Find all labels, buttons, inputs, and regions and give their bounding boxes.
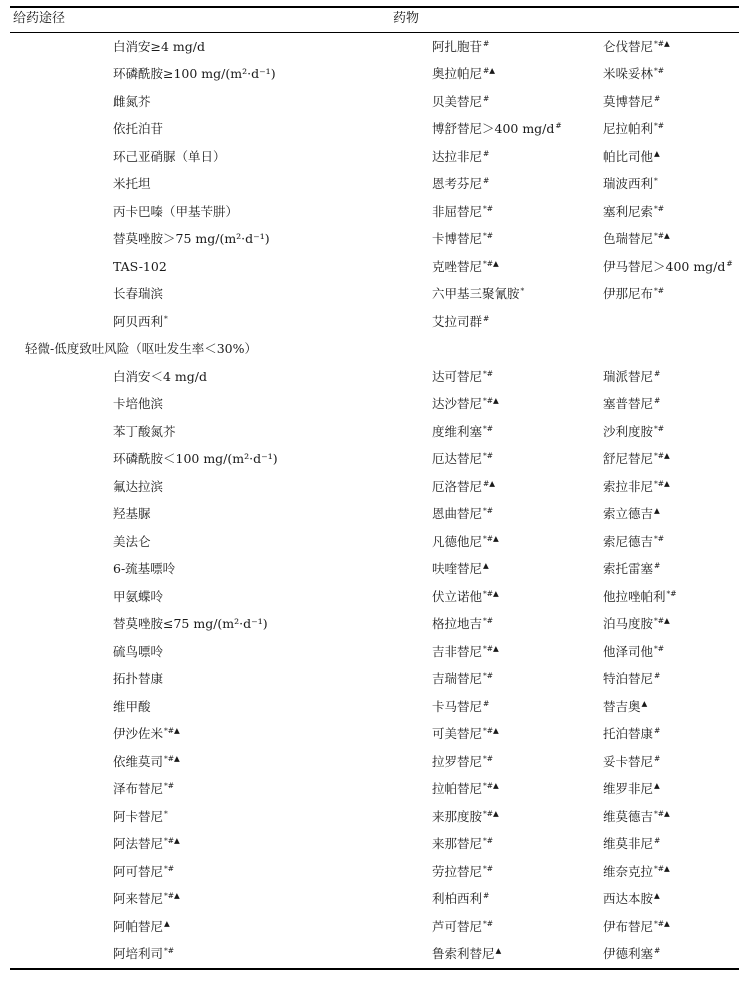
table-row (0, 886, 750, 914)
table-cell: 来那替尼*# (432, 836, 494, 852)
table-cell: 阿帕替尼▲ (113, 918, 170, 934)
table-row (0, 666, 750, 694)
table-cell: 来那度胺*#▲ (432, 808, 499, 824)
table-cell: 伊布替尼*#▲ (603, 918, 670, 934)
table-top-rule (10, 6, 739, 8)
table-row (0, 308, 750, 336)
table-cell: 吉瑞替尼*# (432, 671, 494, 687)
table-row (0, 446, 750, 474)
table-cell: 维莫德吉*#▲ (603, 808, 670, 824)
table-cell: 博舒替尼＞400 mg/d# (432, 121, 562, 137)
table-cell: 可美替尼*#▲ (432, 726, 499, 742)
table-cell: 泊马度胺*#▲ (603, 616, 670, 632)
table-cell: 替莫唑胺≤75 mg/(m²·d⁻¹) (113, 616, 268, 632)
table-cell: 特泊替尼# (603, 671, 661, 687)
table-cell: 尼拉帕利*# (603, 121, 665, 137)
table-cell: 苯丁酸氮芥 (113, 423, 176, 439)
table-row (0, 143, 750, 171)
table-cell: 呋喹替尼▲ (432, 561, 489, 577)
table-cell: 索立德吉▲ (603, 506, 660, 522)
table-cell: 卡马替尼# (432, 698, 490, 714)
table-cell: 他拉唑帕利*# (603, 588, 677, 604)
table-cell: 厄达替尼*# (432, 451, 494, 467)
table-cell: 氟达拉滨 (113, 478, 164, 494)
table-cell: 索托雷塞# (603, 561, 661, 577)
table-cell: 六甲基三聚氰胺* (432, 286, 525, 302)
table-cell: 雌氮芥 (113, 93, 151, 109)
table-cell: 妥卡替尼# (603, 753, 661, 769)
table-cell: 米哚妥林*# (603, 66, 665, 82)
table-cell: 利柏西利# (432, 891, 490, 907)
table-row (0, 391, 750, 419)
table-cell: 塞普替尼# (603, 396, 661, 412)
table-cell: 白消安≥4 mg/d (113, 38, 205, 54)
table-cell: 色瑞替尼*#▲ (603, 231, 670, 247)
table-cell: 丙卡巴嗪（甲基苄肼） (113, 203, 239, 219)
table-cell: 伏立诺他*#▲ (432, 588, 499, 604)
table-cell: 泽布替尼*# (113, 781, 175, 797)
table-cell: 维甲酸 (113, 698, 151, 714)
table-cell: 克唑替尼*#▲ (432, 258, 499, 274)
table-cell: 伊德利塞# (603, 946, 661, 962)
table-cell: 吉非替尼*#▲ (432, 643, 499, 659)
table-cell: 替吉奥▲ (603, 698, 648, 714)
table-cell: 维奈克拉*#▲ (603, 863, 670, 879)
table-cell: 索拉非尼*#▲ (603, 478, 670, 494)
table-row (0, 88, 750, 116)
table-row (0, 363, 750, 391)
table-cell: 艾拉司群# (432, 313, 490, 329)
table-cell: 6-巯基嘌呤 (113, 561, 176, 577)
table-row (0, 776, 750, 804)
table-cell: 卡培他滨 (113, 396, 164, 412)
table-row (0, 281, 750, 309)
table-cell: 奥拉帕尼#▲ (432, 66, 496, 82)
table-cell: 拉罗替尼*# (432, 753, 494, 769)
table-row (0, 611, 750, 639)
table-cell: 阿培利司*# (113, 946, 175, 962)
table-cell: 长春瑞滨 (113, 286, 164, 302)
section-label: 轻微-低度致吐风险（呕吐发生率＜30%） (25, 341, 258, 357)
table-row (0, 693, 750, 721)
table-cell: 米托坦 (113, 176, 151, 192)
table-cell: 鲁索利替尼▲ (432, 946, 502, 962)
table-cell: 阿卡替尼* (113, 808, 168, 824)
table-cell: 芦可替尼*# (432, 918, 494, 934)
table-cell: 卡博替尼*# (432, 231, 494, 247)
section-row (0, 336, 750, 364)
table-cell: 贝美替尼# (432, 93, 490, 109)
table-row (0, 858, 750, 886)
table-cell: 羟基脲 (113, 506, 151, 522)
table-cell: 达可替尼*# (432, 368, 494, 384)
header-route: 给药途径 (13, 11, 66, 26)
table-row (0, 583, 750, 611)
table-row (0, 418, 750, 446)
table-cell: 厄洛替尼#▲ (432, 478, 496, 494)
table-row (0, 528, 750, 556)
table-cell: 阿扎胞苷# (432, 38, 490, 54)
table-row (0, 61, 750, 89)
table-cell: 白消安＜4 mg/d (113, 368, 207, 384)
table-cell: 阿贝西利* (113, 313, 168, 329)
table-cell: 维莫非尼# (603, 836, 661, 852)
table-cell: 依托泊苷 (113, 121, 164, 137)
table-cell: 伊马替尼＞400 mg/d# (603, 258, 733, 274)
table-cell: 达沙替尼*#▲ (432, 396, 499, 412)
table-cell: 硫鸟嘌呤 (113, 643, 164, 659)
table-row (0, 941, 750, 969)
table-row (0, 638, 750, 666)
table-cell: 恩曲替尼*# (432, 506, 494, 522)
table-cell: TAS-102 (113, 258, 167, 274)
table-cell: 塞利尼索*# (603, 203, 665, 219)
table-cell: 维罗非尼▲ (603, 781, 660, 797)
table-cell: 阿来替尼*#▲ (113, 891, 180, 907)
table-bottom-rule (10, 968, 739, 970)
table-cell: 非屈替尼*# (432, 203, 494, 219)
table-cell: 拉帕替尼*#▲ (432, 781, 499, 797)
table-cell: 伊那尼布*# (603, 286, 665, 302)
table-cell: 阿法替尼*#▲ (113, 836, 180, 852)
table-row (0, 473, 750, 501)
table-cell: 凡德他尼*#▲ (432, 533, 499, 549)
table-cell: 舒尼替尼*#▲ (603, 451, 670, 467)
table-cell: 环磷酰胺＜100 mg/(m²·d⁻¹) (113, 451, 278, 467)
table-row (0, 33, 750, 61)
table-row (0, 116, 750, 144)
table-cell: 格拉地吉*# (432, 616, 494, 632)
table-row (0, 226, 750, 254)
header-drug: 药物 (393, 11, 420, 26)
table-row (0, 831, 750, 859)
table-row (0, 913, 750, 941)
table-cell: 帕比司他▲ (603, 148, 660, 164)
table-row (0, 501, 750, 529)
table-cell: 沙利度胺*# (603, 423, 665, 439)
table-cell: 拓扑替康 (113, 671, 164, 687)
table-cell: 索尼德吉*# (603, 533, 665, 549)
table-cell: 瑞派替尼# (603, 368, 661, 384)
table-cell: 托泊替康# (603, 726, 661, 742)
table-cell: 仑伐替尼*#▲ (603, 38, 670, 54)
table-row (0, 721, 750, 749)
table-cell: 他泽司他*# (603, 643, 665, 659)
table-row (0, 556, 750, 584)
table-row (0, 803, 750, 831)
table-row (0, 198, 750, 226)
table-cell: 环己亚硝脲（单日） (113, 148, 226, 164)
table-cell: 甲氨蝶呤 (113, 588, 164, 604)
table-cell: 美法仑 (113, 533, 151, 549)
table-cell: 西达本胺▲ (603, 891, 660, 907)
table-cell: 伊沙佐米*#▲ (113, 726, 180, 742)
table-cell: 依维莫司*#▲ (113, 753, 180, 769)
table-cell: 瑞波西利* (603, 176, 658, 192)
table-cell: 度维利塞*# (432, 423, 494, 439)
table-cell: 莫博替尼# (603, 93, 661, 109)
table-cell: 恩考芬尼# (432, 176, 490, 192)
table-cell: 劳拉替尼*# (432, 863, 494, 879)
table-cell: 达拉非尼# (432, 148, 490, 164)
table-row (0, 748, 750, 776)
table-row (0, 253, 750, 281)
table-row (0, 171, 750, 199)
table-cell: 替莫唑胺＞75 mg/(m²·d⁻¹) (113, 231, 270, 247)
table-cell: 阿可替尼*# (113, 863, 175, 879)
table-cell: 环磷酰胺≥100 mg/(m²·d⁻¹) (113, 66, 276, 82)
